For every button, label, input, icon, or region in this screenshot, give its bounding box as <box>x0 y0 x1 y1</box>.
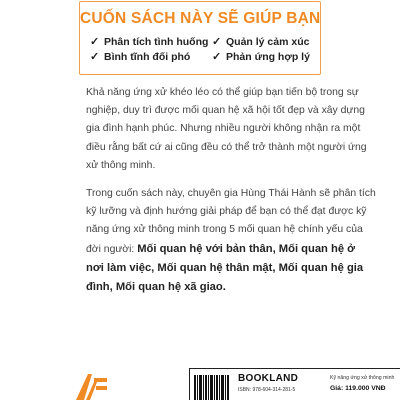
benefit-label: Phản ứng hợp lý <box>226 50 310 63</box>
benefits-list <box>90 35 315 63</box>
benefit-item <box>90 50 212 63</box>
price-text: Giá: 119.000 VNĐ <box>330 385 386 392</box>
check-icon: ✓ <box>212 51 222 63</box>
benefit-item <box>212 35 315 48</box>
paragraph-2-lead: Trong cuốn sách này, chuyên gia Hùng Thái Hành sẽ phân tích kỹ lưỡng và định hướng giải pháp để bạn có thể đạt được kỹ năng ứng xử thông minh trong 5 mối quan hệ chính yếu của đời người: <box>86 188 376 255</box>
check-icon: ✓ <box>90 36 100 48</box>
benefit-label: Phân tích tình huống <box>104 35 209 48</box>
description-paragraph-1: Khả năng ứng xử khéo léo có thể giúp bạn tiến bộ trong sự nghiệp, duy trì được mối quan hệ xã hội tốt đẹp và xây dựng gia đình hạnh phúc. Nhưng nhiều người không nhận ra một điều rằng bất cứ ai cũng đều có thể trở thành một người ứng xử thông minh. <box>86 87 367 171</box>
benefits-title: CUỐN SÁCH NÀY SẼ GIÚP BẠN <box>80 10 321 27</box>
benefit-label: Bình tĩnh đối phó <box>104 50 191 63</box>
book-title-small: Kỹ năng ứng xử thông minh <box>330 375 395 381</box>
check-icon: ✓ <box>90 51 100 63</box>
benefits-box <box>79 1 321 75</box>
benefit-item <box>90 35 212 48</box>
bookland-brand: BOOKLAND <box>238 373 299 384</box>
description-paragraph-2 <box>86 185 376 297</box>
barcode-icon <box>194 375 230 400</box>
benefit-label: Quản lý cảm xúc <box>226 35 310 48</box>
benefit-item <box>212 50 315 63</box>
barcode-label <box>189 368 400 400</box>
isbn-text: ISBN: 978-604-314-281-5 <box>238 387 296 393</box>
relationship-list: Mối quan hệ với bản thân, Mối quan hệ ở nơi làm việc, Mối quan hệ thân mật, Mối quan hệ gia đình, Mối quan hệ xã giao. <box>86 242 364 294</box>
publisher-logo-icon <box>74 368 108 400</box>
check-icon: ✓ <box>212 36 222 48</box>
